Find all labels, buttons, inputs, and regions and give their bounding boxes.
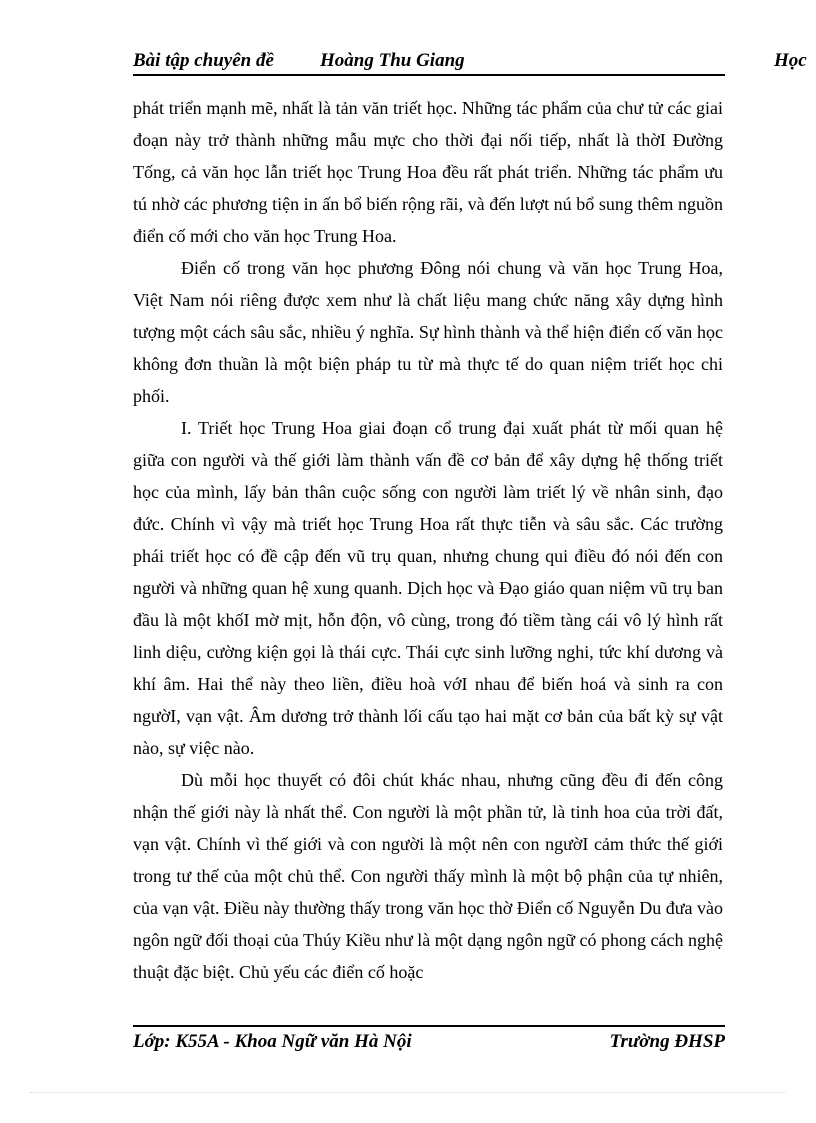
page-bottom-divider [30, 1092, 786, 1093]
page-footer [133, 1030, 725, 1080]
header-right-text: Học [774, 50, 807, 71]
paragraph-2: Điển cố trong văn học phương Đông nói chung và văn học Trung Hoa, Việt Nam nói riêng được xem như là chất liệu mang chức năng xây dựng hình tượng một cách sâu sắc, nhiều ý nghĩa. Sự hình thành và thể hiện điển cố văn học không đơn thuần là một biện pháp tu từ mà thực tế do quan niệm triết học chi phối. [133, 258, 723, 406]
header-course-title: Bài tập chuyên đề [133, 50, 274, 71]
footer-university: Trường ĐHSP [609, 1031, 725, 1052]
paragraph-3: I. Triết học Trung Hoa giai đoạn cổ trung đại xuất phát từ mối quan hệ giữa con người và thế giới làm thành vấn đề cơ bản để xây dựng hệ thống triết học của mình, lấy bản thân cuộc sống con người làm triết lý về nhân sinh, đạo đức. Chính vì vậy mà triết học Trung Hoa rất thực tiễn và sâu sắc. Các trường phái triết học có đề cập đến vũ trụ quan, nhưng chung qui điều đó nói đến con người và những quan hệ xung quanh. Dịch học và Đạo giáo quan niệm vũ trụ ban đầu là một khốI mờ mịt, hỗn độn, vô cùng, trong đó tiềm tàng cái vô lý hình rất linh diệu, cường kiện gọi là thái cực. Thái cực sinh lưỡng nghi, tức khí dương và khí âm. Hai thể này theo liền, điều hoà vớI nhau để biến hoá và sinh ra con ngườI, vạn vật. Âm dương trở thành lối cấu tạo hai mặt cơ bản của bất kỳ sự vật nào, sự việc nào. [133, 418, 723, 758]
footer-rule [133, 1025, 725, 1027]
header-author: Hoàng Thu Giang [320, 50, 465, 71]
header-rule [133, 74, 725, 76]
page-header [133, 50, 816, 74]
paragraph-1: phát triển mạnh mẽ, nhất là tản văn triết học. Những tác phẩm của chư tử các giai đoạn này trở thành những mẫu mực cho thời đại nối tiếp, nhất là thờI Đường Tống, cả văn học lẫn triết học Trung Hoa đều rất phát triển. Những tác phẩm ưu tú nhờ các phương tiện in ấn bổ biến rộng rãi, và đến lượt nú bổ sung thêm nguồn điển cố mới cho văn học Trung Hoa. [133, 98, 723, 246]
body-text [133, 92, 723, 988]
paragraph-4: Dù mỗi học thuyết có đôi chút khác nhau, nhưng cũng đều đi đến công nhận thế giới này là nhất thể. Con người là một phần tử, là tinh hoa của trời đất, vạn vật. Chính vì thế giới và con người là một nên con ngườI cảm thức thế giới trong tư thế của một chủ thể. Con người thấy mình là một bộ phận của tự nhiên, của vạn vật. Điều này thường thấy trong văn học thờ Điển cố Nguyễn Du đưa vào ngôn ngữ đối thoại của Thúy Kiều như là một dạng ngôn ngữ có phong cách nghệ thuật đặc biệt. Chủ yếu các điển cố hoặc [133, 770, 723, 982]
footer-class-info: Lớp: K55A - Khoa Ngữ văn Hà Nội [133, 1031, 412, 1052]
